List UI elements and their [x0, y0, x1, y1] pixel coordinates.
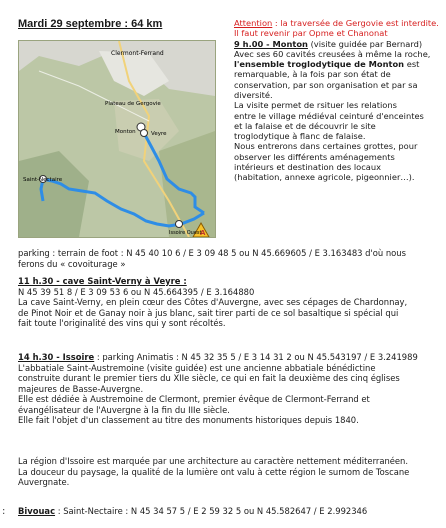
monton-line: Nous entrerons dans certaines grottes, pour	[234, 141, 418, 152]
parking-line: parking : terrain de foot : N 45 40 10 6 / E 3 09 48 5 ou N 45.669605 / E 3.163483 d'où nous	[18, 248, 406, 258]
region-line: Auvergnate.	[18, 477, 70, 487]
issoire-line: L'abbatiale Saint-Austremoine (visite guidée) est une ancienne abbatiale bénédictine	[18, 362, 376, 373]
verny-line: fait toute l'originalité des vins qui y sont récoltés.	[18, 318, 226, 328]
map-label-issoire: Issoire Ouest	[169, 230, 202, 236]
issoire-line: Elle est dédiée à Austremoine de Clermont, premier évêque de Clermont-Ferrand et	[18, 394, 370, 404]
verny-coords: N 45 39 51 8 / E 3 09 53 6 ou N 45.664395 / E 3.164880	[18, 286, 255, 297]
map-label-nectaire: Saint-Nectaire	[23, 177, 63, 183]
attention-notice	[234, 18, 444, 39]
monton-line: (habitation, annexe agricole, pigeonnier…).	[234, 172, 415, 183]
monton-line: remarquable, à la fois par son état de	[234, 69, 391, 80]
verny-header: 11 h.30 - cave Saint-Verny à Veyre :	[18, 276, 187, 286]
issoire-block	[18, 352, 442, 426]
map-label-clermont: Clermont-Ferrand	[111, 50, 164, 57]
monton-line: l'ensemble troglodytique de Monton est	[234, 59, 420, 70]
verny-block	[18, 276, 442, 329]
monton-line: troglodytique à flanc de falaise.	[234, 131, 366, 142]
route-map	[18, 40, 216, 238]
waypoint-issoire	[176, 221, 183, 228]
route-marker-label: A	[200, 229, 206, 237]
monton-line: entre le village médiéval ceinturé d'enceintes	[234, 110, 424, 121]
attention-text: : la traversée de Gergovie est interdite. Il faut revenir par Opme et Chanonat	[234, 18, 439, 39]
waypoint-veyre	[141, 130, 148, 137]
region-line: La douceur du paysage, la qualité de la lumière ont valu à cette région le surnom de Toscane	[18, 466, 410, 477]
monton-line: intérieurs et destination des locaux	[234, 161, 382, 172]
issoire-line: majeures de Basse-Auvergne.	[18, 383, 144, 394]
verny-line: La cave Saint-Verny, en plein cœur des Côtes d'Auvergne, avec ses cépages de Chardonnay,	[18, 297, 408, 307]
parking-block	[18, 248, 442, 269]
monton-line: La visite permet de rsituer les relations	[234, 100, 397, 111]
region-block	[18, 456, 442, 488]
monton-line: Avec ses 60 cavités creusées à même la roche,	[234, 48, 431, 59]
right-column	[234, 18, 444, 183]
issoire-header: 14 h.30 - Issoire : parking Animatis : N 45 32 35 5 / E 3 14 31 2 ou N 45.543197 / E 3.241989	[18, 352, 418, 362]
monton-line: diversité.	[234, 89, 273, 100]
parking-line: ferons du « covoiturage »	[18, 258, 126, 269]
monton-line: conservation, par son organisation et par sa	[234, 79, 418, 90]
bivouac-text: : Saint-Nectaire : N 45 34 57 5 / E 2 59 32 5 ou N 45.582647 / E 2.992346	[55, 506, 368, 516]
attention-label: Attention	[234, 18, 273, 28]
issoire-line: construite durant le premier tiers du XIIe siècle, ce qui en fait la deuxième des cinq églises	[18, 373, 400, 383]
page-title: Mardi 29 septembre : 64 km	[18, 18, 163, 30]
bivouac-marker: :	[2, 506, 6, 517]
map-graphic	[19, 41, 215, 237]
map-label-veyre: Veyre	[151, 131, 167, 137]
region-line: La région d'Issoire est marquée par une architecture au caractère nettement méditerranéen.	[18, 456, 409, 466]
map-label-monton: Monton	[115, 129, 136, 135]
monton-header: 9 h.00 - Monton (visite guidée par Bernard)	[234, 38, 423, 49]
issoire-line: Elle fait l'objet d'un classement au titre des monuments historiques depuis 1840.	[18, 415, 359, 425]
bivouac-block	[18, 506, 442, 517]
bivouac-label: Bivouac	[18, 506, 56, 516]
verny-line: de Pinot Noir et de Ganay noir à jus blanc, sait tirer parti de ce sol basaltique si spécial qui	[18, 307, 399, 318]
issoire-line: évangélisateur de l'Auvergne à la fin du IIIe siècle.	[18, 404, 230, 415]
map-label-plateau: Plateau de Gergovie	[105, 101, 161, 107]
monton-line: et la falaise et de découvrir le site	[234, 120, 376, 131]
monton-line: observer les différents aménagements	[234, 151, 395, 162]
